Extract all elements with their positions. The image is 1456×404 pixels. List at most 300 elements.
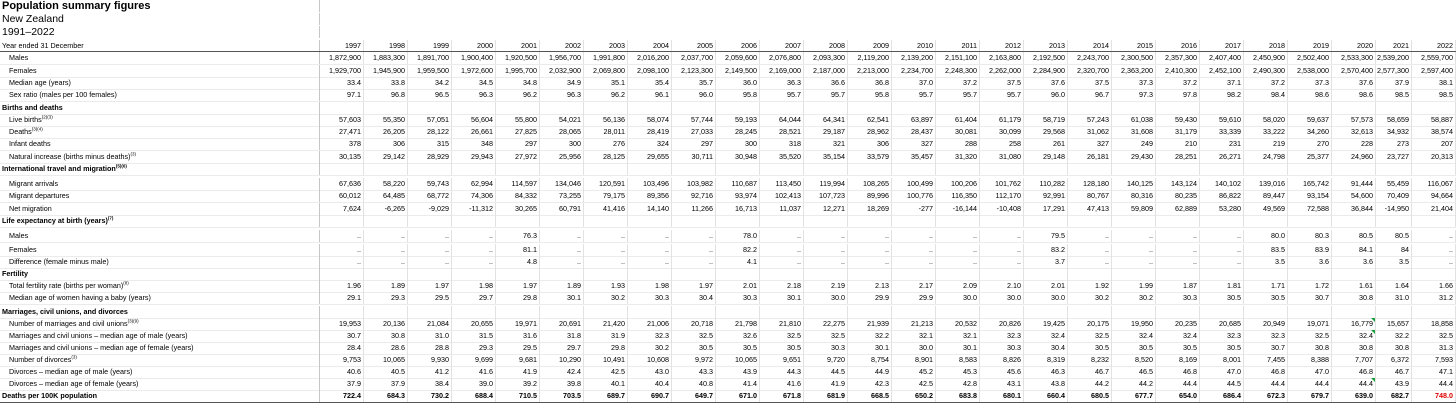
table-cell[interactable]: 37.3 <box>1288 77 1332 89</box>
table-cell[interactable]: 30.3 <box>980 342 1024 354</box>
table-cell[interactable]: .. <box>1156 244 1200 256</box>
table-cell[interactable]: 1,883,300 <box>364 52 408 64</box>
table-cell[interactable]: 20,826 <box>980 318 1024 330</box>
table-cell[interactable]: .. <box>672 230 716 242</box>
table-cell[interactable]: 32.4 <box>1332 330 1376 342</box>
table-cell[interactable]: 43.8 <box>1024 378 1068 390</box>
table-cell[interactable] <box>364 215 408 227</box>
table-cell[interactable]: .. <box>980 244 1024 256</box>
table-cell[interactable]: 288 <box>936 138 980 150</box>
table-cell[interactable]: 36.6 <box>804 77 848 89</box>
table-cell[interactable] <box>364 268 408 280</box>
table-cell[interactable] <box>980 268 1024 280</box>
row-label[interactable] <box>0 390 320 402</box>
table-cell[interactable]: 33,222 <box>1244 126 1288 138</box>
table-cell[interactable]: 2.09 <box>936 280 980 292</box>
table-cell[interactable]: 2,577,300 <box>1376 65 1412 77</box>
table-cell[interactable]: 116,350 <box>936 190 980 202</box>
table-cell[interactable]: 47.1 <box>1412 366 1456 378</box>
table-cell[interactable]: 143,124 <box>1156 178 1200 190</box>
table-cell[interactable]: .. <box>628 244 672 256</box>
table-cell[interactable]: 710.5 <box>496 390 540 402</box>
table-cell[interactable] <box>1412 102 1456 114</box>
table-cell[interactable]: 96.7 <box>1068 89 1112 101</box>
table-cell[interactable] <box>1024 306 1068 318</box>
table-cell[interactable]: 64,485 <box>364 190 408 202</box>
table-cell[interactable]: 2.01 <box>716 280 760 292</box>
year-header-2012[interactable]: 2012 <box>980 40 1024 52</box>
table-cell[interactable]: 33.4 <box>320 77 364 89</box>
table-cell[interactable]: 680.1 <box>980 390 1024 402</box>
table-cell[interactable]: 103,496 <box>628 178 672 190</box>
table-cell[interactable] <box>408 102 452 114</box>
table-cell[interactable]: 8,826 <box>980 354 1024 366</box>
table-cell[interactable]: 2,284,900 <box>1024 65 1068 77</box>
table-cell[interactable]: 40.8 <box>672 378 716 390</box>
table-cell[interactable]: 30,135 <box>320 151 364 163</box>
table-cell[interactable]: 26,205 <box>364 126 408 138</box>
table-cell[interactable]: 49,569 <box>1244 203 1288 215</box>
table-cell[interactable]: 324 <box>628 138 672 150</box>
table-cell[interactable]: 30.5 <box>760 342 804 354</box>
table-cell[interactable]: 46.8 <box>1156 366 1200 378</box>
table-cell[interactable]: 11,037 <box>760 203 804 215</box>
table-cell[interactable]: 261 <box>1024 138 1068 150</box>
table-cell[interactable]: 80,316 <box>1112 190 1156 202</box>
table-cell[interactable]: 32.3 <box>628 330 672 342</box>
table-cell[interactable] <box>1332 163 1376 175</box>
table-cell[interactable]: 20,313 <box>1412 151 1456 163</box>
table-cell[interactable] <box>1332 306 1376 318</box>
table-cell[interactable]: 58,719 <box>1024 114 1068 126</box>
table-cell[interactable]: 1,956,700 <box>540 52 584 64</box>
table-cell[interactable]: 29.8 <box>584 342 628 354</box>
table-cell[interactable]: 30.3 <box>628 292 672 304</box>
table-cell[interactable]: 37.3 <box>1112 77 1156 89</box>
table-cell[interactable]: 30,948 <box>716 151 760 163</box>
year-header-2011[interactable]: 2011 <box>936 40 980 52</box>
table-cell[interactable]: 97.3 <box>1112 89 1156 101</box>
table-cell[interactable] <box>364 306 408 318</box>
table-cell[interactable] <box>1024 102 1068 114</box>
table-cell[interactable]: 29.7 <box>540 342 584 354</box>
table-cell[interactable]: 24,960 <box>1332 151 1376 163</box>
table-cell[interactable]: 25,377 <box>1288 151 1332 163</box>
table-cell[interactable]: 93,154 <box>1288 190 1332 202</box>
table-cell[interactable]: 30.8 <box>1376 342 1412 354</box>
table-cell[interactable]: 30.5 <box>672 342 716 354</box>
table-cell[interactable]: .. <box>892 256 936 268</box>
table-cell[interactable]: 31.0 <box>408 330 452 342</box>
table-cell[interactable]: 681.9 <box>804 390 848 402</box>
table-cell[interactable]: 84 <box>1376 244 1412 256</box>
table-cell[interactable] <box>936 102 980 114</box>
table-cell[interactable]: 8,388 <box>1288 354 1332 366</box>
table-cell[interactable]: 654.0 <box>1156 390 1200 402</box>
table-cell[interactable]: 16,713 <box>716 203 760 215</box>
table-cell[interactable]: 6,372 <box>1376 354 1412 366</box>
page-title[interactable]: Population summary figures <box>0 0 320 12</box>
table-cell[interactable]: 79.5 <box>1024 230 1068 242</box>
table-cell[interactable]: 96.0 <box>672 89 716 101</box>
table-cell[interactable]: 59,743 <box>408 178 452 190</box>
table-cell[interactable] <box>540 102 584 114</box>
table-cell[interactable]: 31,320 <box>936 151 980 163</box>
table-cell[interactable]: 28,011 <box>584 126 628 138</box>
table-cell[interactable]: 639.0 <box>1332 390 1376 402</box>
table-cell[interactable]: 28.4 <box>320 342 364 354</box>
table-cell[interactable]: 58,074 <box>628 114 672 126</box>
table-cell[interactable]: 30.5 <box>1068 342 1112 354</box>
table-cell[interactable]: 31.6 <box>496 330 540 342</box>
table-cell[interactable] <box>1244 306 1288 318</box>
table-cell[interactable] <box>540 163 584 175</box>
table-cell[interactable]: .. <box>936 230 980 242</box>
table-cell[interactable]: 46.3 <box>1024 366 1068 378</box>
table-cell[interactable]: 31,062 <box>1068 126 1112 138</box>
table-cell[interactable] <box>628 102 672 114</box>
table-cell[interactable]: 1.87 <box>1156 280 1200 292</box>
table-cell[interactable]: 59,193 <box>716 114 760 126</box>
table-cell[interactable]: 134,046 <box>540 178 584 190</box>
table-cell[interactable]: 92,991 <box>1024 190 1068 202</box>
table-cell[interactable]: .. <box>584 256 628 268</box>
table-cell[interactable] <box>1288 268 1332 280</box>
table-cell[interactable]: .. <box>1112 230 1156 242</box>
table-cell[interactable]: 92,716 <box>672 190 716 202</box>
table-cell[interactable]: 140,125 <box>1112 178 1156 190</box>
table-cell[interactable]: 39.0 <box>452 378 496 390</box>
table-cell[interactable]: 165,742 <box>1288 178 1332 190</box>
table-cell[interactable]: 21,798 <box>716 318 760 330</box>
table-cell[interactable]: 1,929,700 <box>320 65 364 77</box>
table-cell[interactable] <box>716 163 760 175</box>
table-cell[interactable] <box>804 268 848 280</box>
table-cell[interactable]: 41.9 <box>804 378 848 390</box>
table-cell[interactable]: 72,588 <box>1288 203 1332 215</box>
table-cell[interactable]: 30.2 <box>628 342 672 354</box>
table-cell[interactable]: 26,271 <box>1200 151 1244 163</box>
table-cell[interactable] <box>804 163 848 175</box>
table-cell[interactable]: 95.8 <box>716 89 760 101</box>
table-cell[interactable]: 30.3 <box>804 342 848 354</box>
table-cell[interactable]: 78.0 <box>716 230 760 242</box>
year-header-2001[interactable]: 2001 <box>496 40 540 52</box>
table-cell[interactable]: 300 <box>716 138 760 150</box>
table-cell[interactable]: 3.6 <box>1332 256 1376 268</box>
table-cell[interactable] <box>540 215 584 227</box>
table-cell[interactable]: 62,994 <box>452 178 496 190</box>
table-cell[interactable]: 58,887 <box>1412 114 1456 126</box>
table-cell[interactable]: 32.5 <box>1412 330 1456 342</box>
table-cell[interactable]: 53,280 <box>1200 203 1244 215</box>
table-cell[interactable] <box>1068 102 1112 114</box>
table-cell[interactable]: 62,541 <box>848 114 892 126</box>
table-cell[interactable]: 8,901 <box>892 354 936 366</box>
table-cell[interactable]: 41.6 <box>452 366 496 378</box>
table-cell[interactable]: 98.5 <box>1376 89 1412 101</box>
table-cell[interactable] <box>320 102 364 114</box>
table-cell[interactable]: 37.9 <box>1376 77 1412 89</box>
table-cell[interactable]: 39.2 <box>496 378 540 390</box>
table-cell[interactable]: 690.7 <box>628 390 672 402</box>
table-cell[interactable]: .. <box>760 244 804 256</box>
table-cell[interactable]: 2,243,700 <box>1068 52 1112 64</box>
table-cell[interactable]: 14,140 <box>628 203 672 215</box>
table-cell[interactable] <box>848 268 892 280</box>
table-cell[interactable] <box>1288 102 1332 114</box>
table-cell[interactable] <box>672 163 716 175</box>
table-cell[interactable]: 31.9 <box>584 330 628 342</box>
table-cell[interactable]: 96.8 <box>364 89 408 101</box>
table-cell[interactable] <box>1332 268 1376 280</box>
table-cell[interactable]: 32.3 <box>980 330 1024 342</box>
table-cell[interactable]: 93,974 <box>716 190 760 202</box>
table-cell[interactable] <box>1068 163 1112 175</box>
table-cell[interactable]: 33,579 <box>848 151 892 163</box>
table-cell[interactable]: 35,154 <box>804 151 848 163</box>
table-cell[interactable]: 2,597,400 <box>1412 65 1456 77</box>
table-cell[interactable]: 54,600 <box>1332 190 1376 202</box>
table-cell[interactable]: .. <box>848 256 892 268</box>
row-label[interactable] <box>0 256 320 268</box>
table-cell[interactable]: 44.4 <box>1156 378 1200 390</box>
table-cell[interactable]: 2,502,400 <box>1288 52 1332 64</box>
table-cell[interactable]: 26,661 <box>452 126 496 138</box>
table-cell[interactable]: 80.3 <box>1288 230 1332 242</box>
table-cell[interactable]: 30.7 <box>320 330 364 342</box>
table-cell[interactable]: 37.5 <box>1068 77 1112 89</box>
table-cell[interactable]: .. <box>936 256 980 268</box>
table-cell[interactable] <box>760 306 804 318</box>
table-cell[interactable]: 38,574 <box>1412 126 1456 138</box>
table-cell[interactable]: 2,016,200 <box>628 52 672 64</box>
table-cell[interactable]: 679.7 <box>1288 390 1332 402</box>
table-cell[interactable]: 30.8 <box>1332 342 1376 354</box>
table-cell[interactable] <box>452 268 496 280</box>
table-cell[interactable]: 30.3 <box>1156 292 1200 304</box>
table-cell[interactable] <box>1024 163 1068 175</box>
table-cell[interactable]: 28.8 <box>408 342 452 354</box>
year-header-2014[interactable]: 2014 <box>1068 40 1112 52</box>
table-cell[interactable]: 32.4 <box>1112 330 1156 342</box>
table-cell[interactable]: 43.0 <box>628 366 672 378</box>
table-cell[interactable] <box>1156 268 1200 280</box>
table-cell[interactable] <box>1376 215 1412 227</box>
table-cell[interactable]: 29,430 <box>1112 151 1156 163</box>
table-cell[interactable]: 10,608 <box>628 354 672 366</box>
table-cell[interactable]: 37.9 <box>364 378 408 390</box>
table-cell[interactable]: 29.8 <box>496 292 540 304</box>
table-cell[interactable]: 32.2 <box>848 330 892 342</box>
table-cell[interactable]: 41.6 <box>760 378 804 390</box>
table-cell[interactable]: 44.4 <box>1412 378 1456 390</box>
row-label[interactable] <box>0 126 320 138</box>
year-header-1998[interactable]: 1998 <box>364 40 408 52</box>
table-cell[interactable]: 59,637 <box>1288 114 1332 126</box>
table-cell[interactable]: 103,982 <box>672 178 716 190</box>
table-cell[interactable] <box>1244 215 1288 227</box>
table-cell[interactable]: 2,163,800 <box>980 52 1024 64</box>
table-cell[interactable]: 1,920,500 <box>496 52 540 64</box>
table-cell[interactable]: 110,282 <box>1024 178 1068 190</box>
table-cell[interactable] <box>1376 163 1412 175</box>
table-cell[interactable]: 2.18 <box>760 280 804 292</box>
table-cell[interactable]: 327 <box>1068 138 1112 150</box>
row-label[interactable] <box>0 190 320 202</box>
table-cell[interactable]: 32.1 <box>892 330 936 342</box>
row-label[interactable] <box>0 52 320 64</box>
table-cell[interactable]: 21,084 <box>408 318 452 330</box>
table-cell[interactable]: 74,306 <box>452 190 496 202</box>
table-cell[interactable]: 8,520 <box>1112 354 1156 366</box>
table-cell[interactable]: 30.2 <box>1068 292 1112 304</box>
table-cell[interactable] <box>320 306 364 318</box>
table-cell[interactable]: 76.3 <box>496 230 540 242</box>
table-cell[interactable]: 688.4 <box>452 390 496 402</box>
table-cell[interactable]: 54,021 <box>540 114 584 126</box>
table-cell[interactable]: 83.2 <box>1024 244 1068 256</box>
table-cell[interactable]: 1.97 <box>496 280 540 292</box>
table-cell[interactable]: 30.2 <box>1112 292 1156 304</box>
table-cell[interactable]: .. <box>364 244 408 256</box>
table-cell[interactable]: .. <box>936 244 980 256</box>
table-cell[interactable]: 2,410,300 <box>1156 65 1200 77</box>
table-cell[interactable] <box>892 102 936 114</box>
table-cell[interactable]: 96.2 <box>584 89 628 101</box>
table-cell[interactable]: 20,655 <box>452 318 496 330</box>
table-cell[interactable]: 32.6 <box>716 330 760 342</box>
table-cell[interactable] <box>452 306 496 318</box>
table-cell[interactable]: 30,081 <box>936 126 980 138</box>
table-cell[interactable]: .. <box>1068 256 1112 268</box>
section-heading[interactable] <box>0 163 320 175</box>
table-cell[interactable]: 273 <box>1376 138 1412 150</box>
row-label[interactable] <box>0 354 320 366</box>
table-cell[interactable] <box>408 163 452 175</box>
table-cell[interactable]: .. <box>408 230 452 242</box>
table-cell[interactable]: 58,020 <box>1244 114 1288 126</box>
table-cell[interactable]: 30,265 <box>496 203 540 215</box>
table-cell[interactable]: 29,142 <box>364 151 408 163</box>
table-cell[interactable]: 2,098,100 <box>628 65 672 77</box>
table-cell[interactable]: 32.5 <box>1068 330 1112 342</box>
row-label[interactable] <box>0 178 320 190</box>
table-cell[interactable]: -6,265 <box>364 203 408 215</box>
year-header-2016[interactable]: 2016 <box>1156 40 1200 52</box>
table-cell[interactable]: 32.1 <box>936 330 980 342</box>
year-header-2002[interactable]: 2002 <box>540 40 584 52</box>
table-cell[interactable]: 57,243 <box>1068 114 1112 126</box>
table-cell[interactable] <box>1112 268 1156 280</box>
table-cell[interactable]: 17,291 <box>1024 203 1068 215</box>
table-cell[interactable]: -14,950 <box>1376 203 1412 215</box>
table-cell[interactable]: 30.0 <box>892 342 936 354</box>
year-header-2020[interactable]: 2020 <box>1332 40 1376 52</box>
table-cell[interactable]: 40.6 <box>320 366 364 378</box>
table-cell[interactable]: 2.17 <box>892 280 936 292</box>
table-cell[interactable]: 70,409 <box>1376 190 1412 202</box>
table-cell[interactable]: 46.7 <box>1376 366 1412 378</box>
row-label[interactable] <box>0 151 320 163</box>
table-cell[interactable]: 1,900,400 <box>452 52 496 64</box>
year-range[interactable]: 1991–2022 <box>0 26 320 38</box>
table-cell[interactable]: 31.8 <box>540 330 584 342</box>
table-cell[interactable]: .. <box>1412 230 1456 242</box>
table-cell[interactable]: 64,341 <box>804 114 848 126</box>
table-cell[interactable]: 32.5 <box>1288 330 1332 342</box>
table-cell[interactable]: 649.7 <box>672 390 716 402</box>
table-cell[interactable]: 30.0 <box>1024 292 1068 304</box>
table-cell[interactable] <box>584 306 628 318</box>
table-cell[interactable] <box>848 163 892 175</box>
table-cell[interactable]: 55,350 <box>364 114 408 126</box>
table-cell[interactable]: 94,664 <box>1412 190 1456 202</box>
table-cell[interactable]: 689.7 <box>584 390 628 402</box>
table-cell[interactable]: 73,255 <box>540 190 584 202</box>
table-cell[interactable]: 43.9 <box>716 366 760 378</box>
table-cell[interactable] <box>716 102 760 114</box>
table-cell[interactable]: 32,613 <box>1332 126 1376 138</box>
year-header-2021[interactable]: 2021 <box>1376 40 1412 52</box>
table-cell[interactable] <box>408 268 452 280</box>
table-cell[interactable]: 98.2 <box>1200 89 1244 101</box>
table-cell[interactable]: 86,822 <box>1200 190 1244 202</box>
table-cell[interactable] <box>320 163 364 175</box>
table-cell[interactable]: 12,271 <box>804 203 848 215</box>
table-cell[interactable]: 1,891,700 <box>408 52 452 64</box>
table-cell[interactable] <box>1376 268 1412 280</box>
table-cell[interactable]: 18,858 <box>1412 318 1456 330</box>
table-cell[interactable]: 2,539,200 <box>1376 52 1412 64</box>
table-cell[interactable] <box>496 215 540 227</box>
table-cell[interactable] <box>672 102 716 114</box>
table-cell[interactable]: .. <box>408 256 452 268</box>
table-cell[interactable]: 37.9 <box>320 378 364 390</box>
table-cell[interactable]: 37.2 <box>1244 77 1288 89</box>
table-cell[interactable] <box>1156 306 1200 318</box>
row-label[interactable] <box>0 138 320 150</box>
table-cell[interactable] <box>1112 163 1156 175</box>
table-cell[interactable]: 21,810 <box>760 318 804 330</box>
table-cell[interactable] <box>716 215 760 227</box>
table-cell[interactable]: 2,192,500 <box>1024 52 1068 64</box>
table-cell[interactable]: 30.8 <box>364 330 408 342</box>
table-cell[interactable]: 101,762 <box>980 178 1024 190</box>
year-header-2004[interactable]: 2004 <box>628 40 672 52</box>
table-cell[interactable]: 46.5 <box>1112 366 1156 378</box>
row-label[interactable] <box>0 114 320 126</box>
table-cell[interactable]: 30.0 <box>804 292 848 304</box>
table-cell[interactable]: 30.1 <box>848 342 892 354</box>
table-cell[interactable]: 9,972 <box>672 354 716 366</box>
year-header-label[interactable]: Year ended 31 December <box>0 40 320 52</box>
table-cell[interactable] <box>672 268 716 280</box>
table-cell[interactable]: 684.3 <box>364 390 408 402</box>
table-cell[interactable]: 112,170 <box>980 190 1024 202</box>
table-cell[interactable]: 2,093,300 <box>804 52 848 64</box>
table-cell[interactable]: 1,972,600 <box>452 65 496 77</box>
table-cell[interactable]: 2,032,900 <box>540 65 584 77</box>
table-cell[interactable]: 57,573 <box>1332 114 1376 126</box>
table-cell[interactable]: -11,312 <box>452 203 496 215</box>
table-cell[interactable] <box>1200 306 1244 318</box>
table-cell[interactable]: 107,723 <box>804 190 848 202</box>
table-cell[interactable]: 297 <box>496 138 540 150</box>
table-cell[interactable] <box>584 268 628 280</box>
table-cell[interactable]: 27,471 <box>320 126 364 138</box>
table-cell[interactable]: .. <box>540 256 584 268</box>
